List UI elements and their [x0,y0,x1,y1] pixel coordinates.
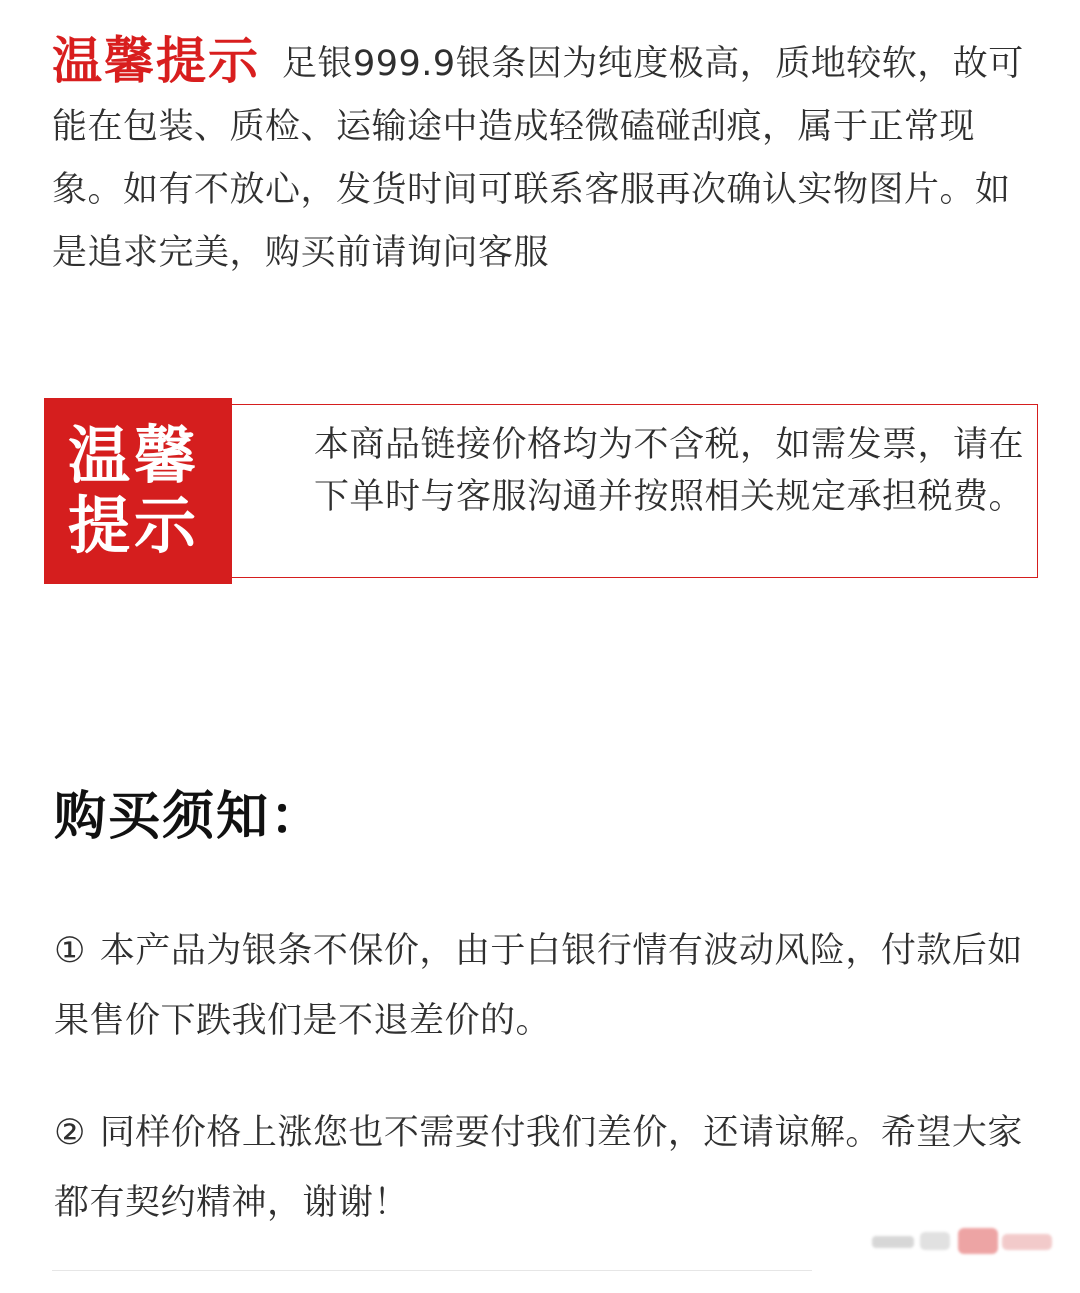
watermark-logo [862,1222,1062,1262]
tax-notice-box [44,398,1038,582]
note-text: 同样价格上涨您也不需要付我们差价，还请谅解。希望大家都有契约精神，谢谢！ [54,1113,1023,1223]
tax-notice-text: 本商品链接价格均为不含税，如需发票，请在下单时与客服沟通并按照相关规定承担税费。 [314,425,1025,517]
purchase-note-item [54,916,1044,1056]
warm-tip-title: 温馨提示 [52,32,260,90]
tax-notice-label: 温馨提示 [68,419,201,562]
note-text: 本产品为银条不保价，由于白银行情有波动风险，付款后如果售价下跌我们是不退差价的。 [54,931,1023,1041]
note-number: ① [54,931,86,971]
purchase-notes-heading: 购买须知： [54,787,325,847]
tax-notice-content [232,404,1038,578]
warm-tip-paragraph [52,30,1042,285]
bottom-divider [52,1270,812,1271]
tax-notice-label-block [44,398,232,584]
note-number: ② [54,1113,86,1153]
purchase-note-item [54,1098,1044,1238]
warm-tip-text: 足银999.9银条因为纯度极高，质地较软，故可能在包装、质检、运输途中造成轻微磕碰刮痕，属于正常现象。如有不放心，发货时间可联系客服再次确认实物图片。如是追求完美，购买前请询问客服 [52,44,1024,273]
